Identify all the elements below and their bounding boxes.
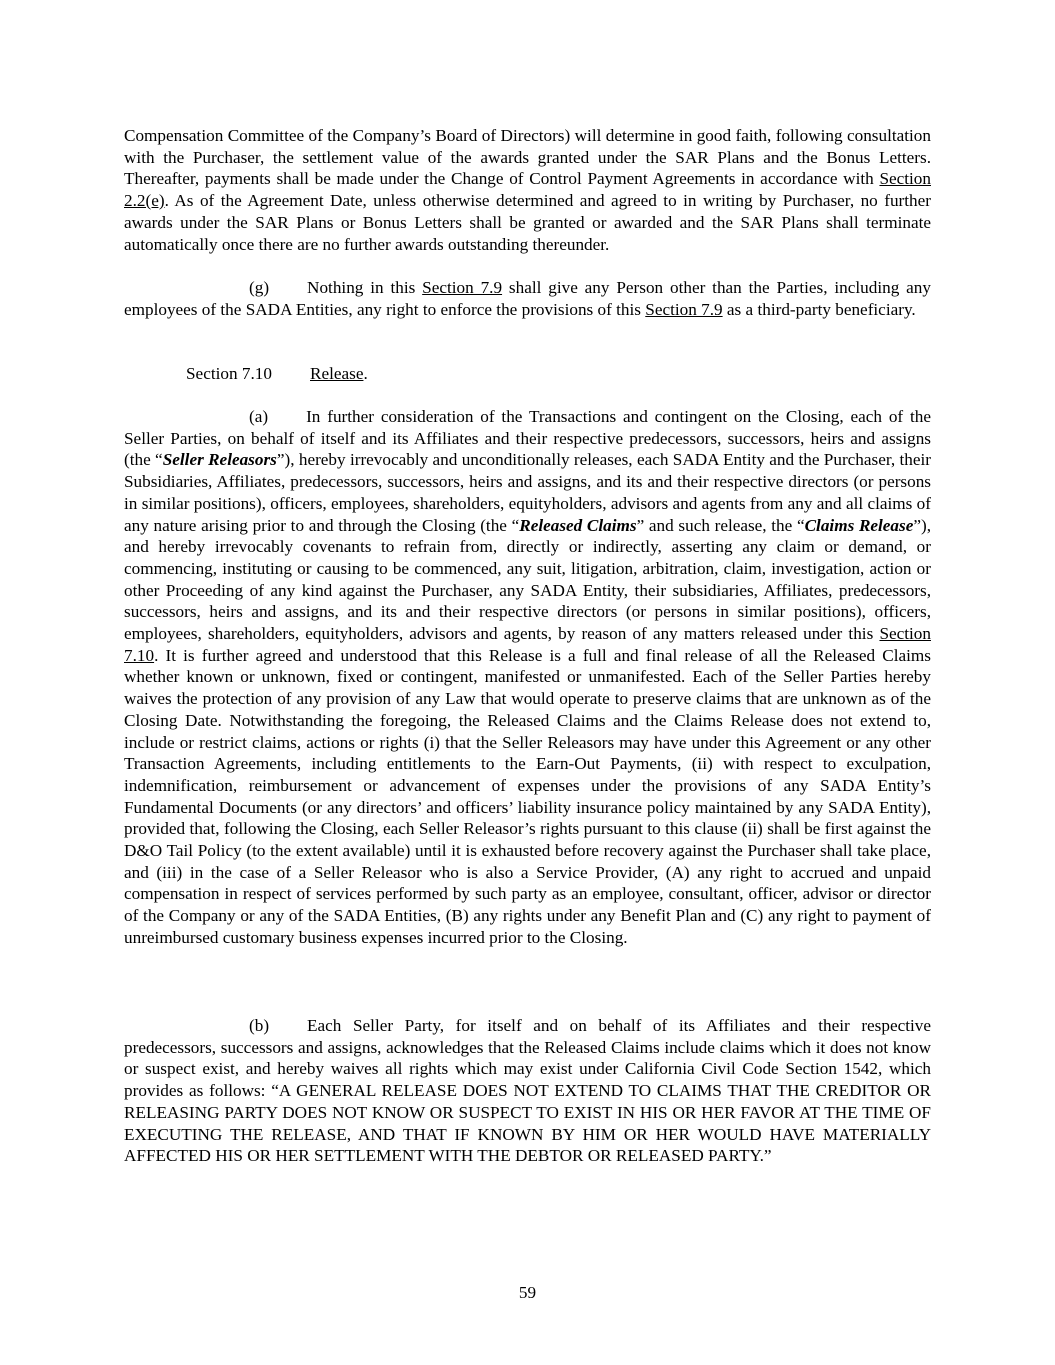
page-number: 59 <box>518 1283 537 1302</box>
section-title: Release <box>310 364 364 383</box>
paragraph-a: (a) In further consideration of the Transactions and contingent on the Closing, each of the Seller Parties, on behalf of itself and its Affiliates and their respective predecessors, successors, heirs and assigns (the “Seller Releasors”), hereby irrevocably and unconditionally releases, each SADA Entity and the Purchaser, their Subsidiaries, Affiliates, predecessors, successors, heirs and assigns, and its and their respective directors (or persons in similar positions), officers, employees, shareholders, equityholders, advisors and agents from any and all claims of any nature arising prior to and through the Closing (the “Released Claims” and such release, the “Claims Release”), and hereby irrevocably covenants to refrain from, directly or indirectly, asserting any claim or demand, or commencing, instituting or causing to be commenced, any suit, litigation, arbitration, claim, investigation, action or other Proceeding of any kind against the Purchaser, any SADA Entity, their subsidiaries, Affiliates, predecessors, successors, heirs and assigns, and its and their respective directors (or persons in similar positions), officers, employees, shareholders, equityholders, advisors and agents, by reason of any matters released under this Section 7.10. It is further agreed and understood that this Release is a full and final release of all the Released Claims whether known or unknown, fixed or contingent, manifested or unmanifested. Each of the Seller Parties hereby waives the protection of any provision of any Law that would operate to preserve claims that are unknown as of the Closing Date. Notwithstanding the foregoing, the Released Claims and the Claims Release does not extend to, include or restrict claims, actions or rights (i) that the Seller Releasors may have under this Agreement or any other Transaction Agreements, including entitlements to the Earn-Out Payments, (ii) with respect to exculpation, indemnification, reimbursement or advancement of expenses under the provisions of any SADA Entity’s Fundamental Documents (or any directors’ and officers’ liability insurance policy maintained by any SADA Entity), provided that, following the Closing, each Seller Releasor’s rights pursuant to this clause (ii) shall be first against the D&O Tail Policy (to the extent available) until it is exhausted before recovery against the Purchaser shall take place, and (iii) in the case of a Seller Releasor who is also a Service Provider, (A) any right to accrued and unpaid compensation in respect of services performed by such party as an employee, consultant, officer, advisor or director of the Company or any of the SADA Entities, (B) any rights under any Benefit Plan and (C) any right to payment of unreimbursed customary business expenses incurred prior to the Closing. <box>124 407 932 947</box>
clause-label: (g) <box>249 278 270 297</box>
section-heading: Section 7.10 Release. <box>186 364 368 383</box>
defined-term: Seller Releasors <box>162 450 277 470</box>
cross-reference-link[interactable]: Section 7.9 <box>422 278 503 297</box>
clause-label: (b) <box>249 1016 270 1035</box>
cross-reference-link[interactable]: Section 7.10 <box>124 624 931 665</box>
clause-label: (a) <box>249 407 269 426</box>
section-number: Section 7.10 <box>186 364 272 383</box>
cross-reference-link[interactable]: Section 2.2(e) <box>124 169 931 211</box>
paragraph-g: (g) Nothing in this Section 7.9 shall give any Person other than the Parties, including any employees of the SADA Entities, any right to enforce the provisions of this Section 7.9 as a third-party beneficiary. <box>124 278 931 319</box>
defined-term: Released Claims <box>519 515 637 535</box>
paragraph-b: (b) Each Seller Party, for itself and on behalf of its Affiliates and their respective predecessors, successors and assigns, acknowledges that the Released Claims include claims which it does not know or suspect exist, and hereby waives all rights which may exist under California Civil Code Section 1542, which provides as follows: “A GENERAL RELEASE DOES NOT EXTEND TO CLAIMS THAT THE CREDITOR OR RELEASING PARTY DOES NOT KNOW OR SUSPECT TO EXIST IN HIS OR HER FAVOR AT THE TIME OF EXECUTING THE RELEASE, AND THAT IF KNOWN BY HIM OR HER WOULD HAVE MATERIALLY AFFECTED HIS OR HER SETTLEMENT WITH THE DEBTOR OR RELEASED PARTY.” <box>124 1016 931 1166</box>
defined-term: Claims Release <box>804 515 914 535</box>
paragraph-intro: Compensation Committee of the Company’s Board of Directors) will determine in good faith, following consultation with the Purchaser, the settlement value of the awards granted under the SAR Plans and the Bonus Letters. Thereafter, payments shall be made under the Change of Control Payment Agreements in accordance with Section 2.2(e). As of the Agreement Date, unless otherwise determined and agreed to in writing by Purchaser, no further awards under the SAR Plans or Bonus Letters shall be granted or awarded and the SAR Plans shall terminate automatically once there are no further awards outstanding thereunder. <box>124 126 931 254</box>
cross-reference-link[interactable]: Section 7.9 <box>645 299 723 319</box>
